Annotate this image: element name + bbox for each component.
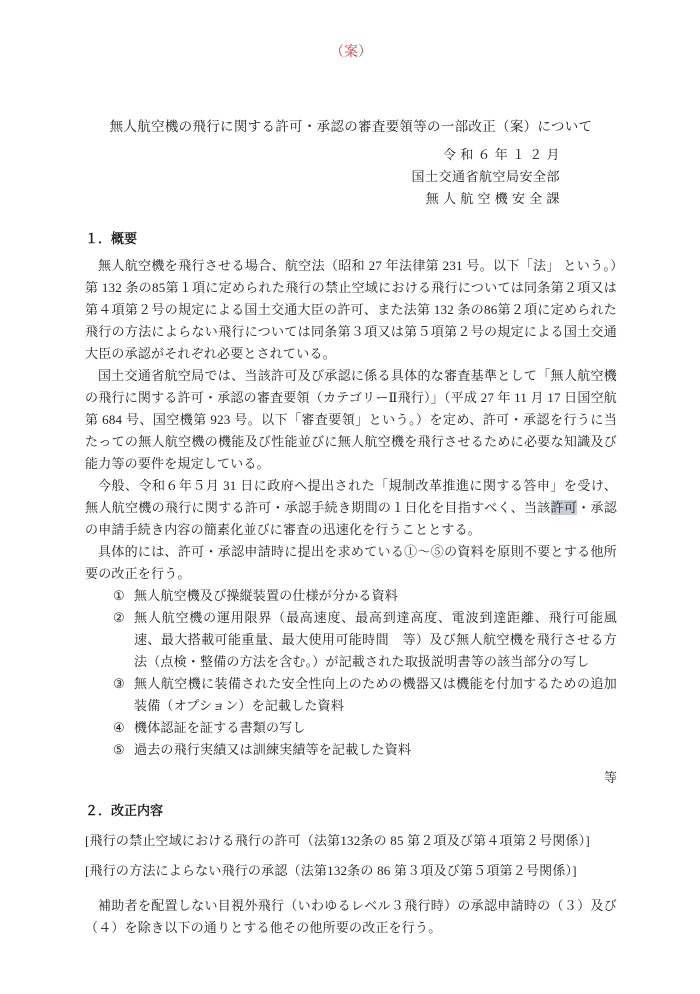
list-item-text: 機体認証を証する書類の写し: [134, 720, 306, 735]
overview-paragraph-2: 国土交通省航空局では、当該許可及び承認に係る具体的な審査基準として「無人航空機の飛行に関する許可・承認の審査要領（カテゴリーⅡ飛行）」（平成 27 年 11 月 17 日国空航第 684 号、国空機第 923 号。以下「審査要領」という。）を定め、許可・承認を行うに当たっての無人航空機の機能及び性能並びに無人航空機を飛行させるために必要な知識及び能力等の要件を規定している。: [85, 368, 617, 471]
list-item: [113, 717, 617, 739]
list-item-text: 過去の飛行実績又は訓練実績等を記載した資料: [134, 742, 412, 757]
section-amendments: [85, 802, 617, 939]
org-line-department: 国土交通省航空局安全部: [411, 169, 560, 184]
document-list: [113, 585, 617, 761]
list-item: [113, 739, 617, 761]
org-line-division: 無 人 航 空 機 安 全 課: [425, 191, 560, 206]
bracket-line-prohibited-airspace: [飛行の禁止空域における飛行の許可（法第132条の 85 第２項及び第４項第２号関係）]: [85, 833, 590, 848]
list-item-text: 無人航空機の運用限界（最高速度、最高到達高度、電波到達距離、飛行可能風速、最大搭載可能重量、最大使用可能時間 等）及び無人航空機を飛行させる方法（点検・整備の方法を含む。）が記載された取扱説明書等の該当部分の写し: [134, 610, 617, 669]
list-item-marker: ①: [113, 588, 125, 603]
section2-heading: ２．改正内容: [85, 803, 164, 818]
list-item-marker: ④: [113, 720, 125, 735]
draft-label: （案）: [330, 45, 372, 60]
list-item-marker: ⑤: [113, 742, 125, 757]
list-item-marker: ③: [113, 676, 125, 691]
etc-label: 等: [603, 770, 617, 785]
amendments-paragraph-1: 補助者を配置しない目視外飛行（いわゆるレベル３飛行時）の承認申請時の（３）及び（４）を除き以下の通りとする他その他所要の改正を行う。: [85, 898, 617, 935]
list-item: [113, 585, 617, 607]
section-overview: [85, 230, 617, 789]
overview-paragraph-1: 無人航空機を飛行させる場合、航空法（昭和 27 年法律第 231 号。以下「法」 という。）第 132 条の85第１項に定められた飛行の禁止空域における飛行については同条第２項又は第４項第２号の規定による国土交通大臣の許可、また法第 132 条の86第２項に定められた飛行の方法によらない飛行については同条第３項又は第５項第２号の規定による国土交通大臣の承認がそれぞれ必要とされている。: [85, 258, 617, 361]
list-item-marker: ②: [113, 610, 125, 625]
list-item: [113, 673, 617, 717]
highlighted-text: 許可: [550, 500, 578, 515]
list-item-text: 無人航空機及び操縦装置の仕様が分かる資料: [134, 588, 399, 603]
date-line: 令 和 ６ 年 １ ２ 月: [442, 147, 560, 162]
document-title: 無人航空機の飛行に関する許可・承認の審査要領等の一部改正（案）について: [109, 119, 593, 134]
bracket-line-flight-methods: [飛行の方法によらない飛行の承認（法第132条の 86 第３項及び第５項第２号関係）]: [85, 863, 577, 878]
list-item-text: 無人航空機に装備された安全性向上のための機器又は機能を付加するための追加装備（オプション）を記載した資料: [134, 676, 617, 713]
paragraph3-text-after: ・承認の申請手続き内容の簡素化並びに審査の迅速化を行うこととする。: [85, 500, 618, 537]
document-meta: [85, 144, 560, 210]
paragraph3-text-before: 今般、令和６年５月 31 日に政府へ提出された「規制改革推進に関する答申」を受け、無人航空機の飛行に関する許可・承認手続き期間の１日化を目指すべく、当該: [85, 478, 617, 515]
list-item: [113, 607, 617, 673]
overview-paragraph-4: 具体的には、許可・承認申請時に提出を求めている①～⑤の資料を原則不要とする他所要の改正を行う。: [85, 544, 617, 581]
overview-paragraph-3: [85, 475, 617, 541]
section1-heading: １．概要: [85, 231, 138, 246]
